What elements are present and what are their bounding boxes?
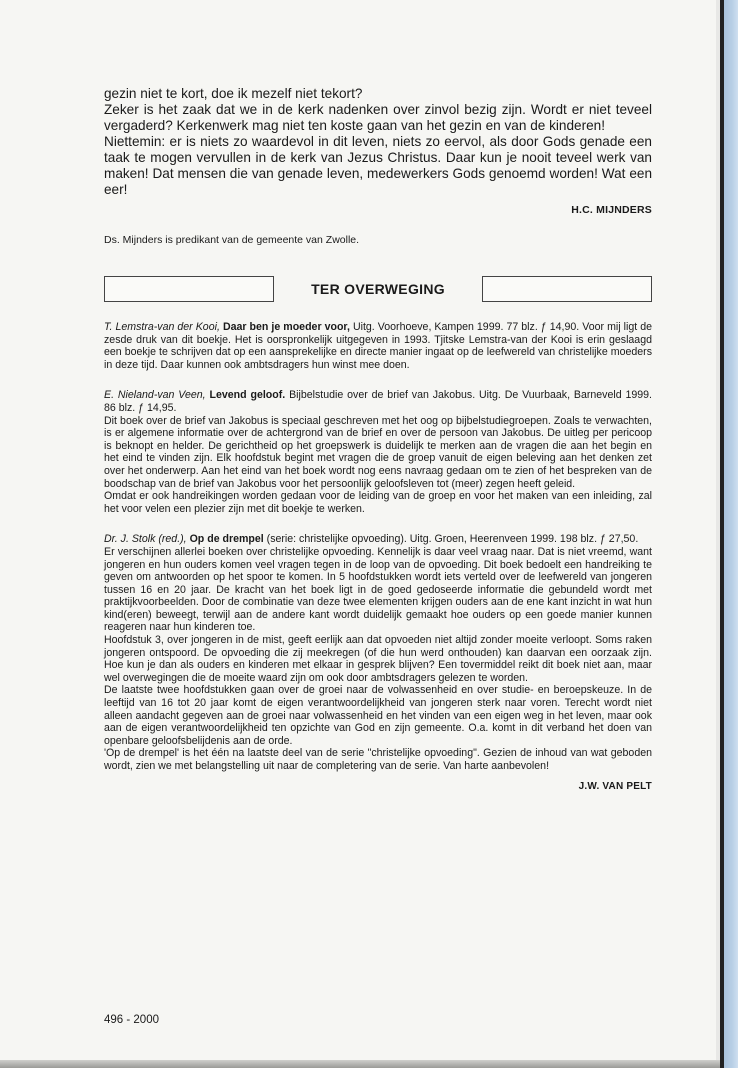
- section-title: TER OVERWEGING: [311, 281, 445, 297]
- intro-paragraph-3: Niettemin: er is niets zo waardevol in dit leven, niets zo eervol, als door Gods genade een taak te mogen vervullen in de kerk van Jezus Christus. Daar kun je nooit teveel werk van maken! Dat mensen die van genade leven, medewerkers Gods genoemd worden! Wat een eer!: [104, 134, 652, 197]
- review-text: (serie: christelijke opvoeding). Uitg. Groen, Heerenveen 1999. 198 blz. ƒ 27,50.: [263, 533, 639, 546]
- review-author: E. Nieland-van Veen,: [104, 389, 206, 402]
- review-2: [104, 389, 652, 515]
- review-text: 'Op de drempel' is het één na laatste deel van de serie "christelijke opvoeding". Gezien de inhoud van wat geboden wordt, zien we met belangstelling uit naar de completering van de serie. Van harte aanbevolen!: [104, 747, 652, 772]
- review-text: Omdat er ook handreikingen worden gedaan voor de leiding van de groep en voor het maken van een inleiding, zal het voor velen een plezier zijn met dit boekje te werken.: [104, 490, 652, 515]
- page-bottom-shadow: [0, 1060, 720, 1068]
- review-book-title: Op de drempel: [189, 533, 264, 546]
- header-box-right: [482, 276, 652, 302]
- review-text: Bijbelstudie over de brief van Jakobus. Uitg. De Vuurbaak, Barneveld 1999. 86 blz. ƒ 14,95.: [104, 389, 652, 414]
- page-edge-blue: [724, 0, 738, 1068]
- intro-paragraph-2: Zeker is het zaak dat we in de kerk nadenken over zinvol bezig zijn. Wordt er niet teveel vergaderd? Kerkenwerk mag niet ten koste gaan van het gezin en van de kinderen!: [104, 102, 652, 133]
- review-text: Dit boek over de brief van Jakobus is speciaal geschreven met het oog op bijbelstudiegroepen. Zoals te verwachten, is er algemene informatie over de achtergrond van de brief en over de persoon van Jakobus. De uitleg per pericoop is beknopt en helder. De gerichtheid op het groepswerk is duidelijk te merken aan de vragen die aan het begin en het eind te vinden zijn. Elk hoofdstuk begint met vragen die de groep vanuit de eigen beleving aan het denken zet over het onderwerp. Aan het eind van het boek wordt nog eens navraag gedaan om te zien of het bespreken van de boodschap van de brief van Jakobus voor het persoonlijk geloofsleven tot (meer) zegen heeft geleid.: [104, 414, 652, 490]
- review-book-title: Levend geloof.: [209, 389, 286, 402]
- header-box-left: [104, 276, 274, 302]
- review-text: De laatste twee hoofdstukken gaan over de groei naar de volwassenheid en over studie- en beroepskeuze. In de leeftijd van 16 tot 20 jaar komt de eigen verantwoordelijkheid van jongeren sterk naar voren. Terecht wordt niet alleen aandacht gegeven aan de groei naar volwassenheid en het vinden van een eigen weg in het leven, maar ook aan de eigen verantwoordelijkheid ten opzichte van God en zijn gemeente. O.a. komt in dit verband het doen van openbare geloofsbelijdenis aan de orde.: [104, 684, 652, 747]
- review-text: Er verschijnen allerlei boeken over christelijke opvoeding. Kennelijk is daar veel vraag naar. Dat is niet vreemd, want jongeren en hun ouders komen veel vragen tegen in de loop van de opvoeding. Dit boek bedoelt een handreiking te geven om antwoorden op het spoor te komen. In 5 hoofdstukken wordt iets verteld over de leefwereld van jongeren tussen 16 en 20 jaar. De kracht van het boek ligt in de goed gedoseerde informatie die gebundeld wordt met praktijkvoorbeelden. Door de combinatie van deze twee elementen krijgen ouders aan de ene kant inzicht in wat hun kind(eren) beweegt, terwijl aan de andere kant wordt duidelijk gemaakt hoe ouders op een goede manier kunnen reageren naar hun kinderen toe.: [104, 545, 652, 634]
- review-author: Dr. J. Stolk (red.),: [104, 533, 187, 546]
- page-number: 496 - 2000: [104, 1014, 159, 1026]
- author-signature: H.C. MIJNDERS: [571, 204, 652, 216]
- review-3: [104, 533, 652, 772]
- intro-paragraph-1: gezin niet te kort, doe ik mezelf niet tekort?: [104, 86, 363, 101]
- article-content: [104, 86, 652, 792]
- review-text: Uitg. Voorhoeve, Kampen 1999. 77 blz. ƒ 14,90. Voor mij ligt de zesde druk van dit boekje. Het is oorspronkelijk uitgegeven in 1993. Tjitske Lemstra-van der Kooi is erin geslaagd een boekje te schrijven dat op een aansprekelijke en directe manier ingaat op de leefwereld van christelijke moeders in deze tijd. Daar kunnen ook ambtsdragers hun winst mee doen.: [104, 321, 652, 371]
- review-author: T. Lemstra-van der Kooi,: [104, 321, 220, 333]
- section-header: [104, 275, 652, 303]
- author-note: Ds. Mijnders is predikant van de gemeente van Zwolle.: [104, 234, 360, 246]
- review-1: [104, 321, 652, 371]
- reviewer-signature: J.W. VAN PELT: [578, 780, 652, 792]
- review-text: Hoofdstuk 3, over jongeren in de mist, geeft eerlijk aan dat opvoeden niet altijd zonder moeite verloopt. Soms raken jongeren ontspoord. De opvoeding die zij meekregen (of die hun werd onthouden) kan daarvan een oorzaak zijn. Hoe kun je dan als ouders en kinderen met elkaar in gesprek blijven? Een tovermiddel reikt dit boek niet aan, maar wel overwegingen die de moeite waard zijn om ook door ambtsdragers gelezen te worden.: [104, 634, 652, 684]
- review-book-title: Daar ben je moeder voor,: [222, 321, 350, 333]
- intro-section: [104, 86, 652, 198]
